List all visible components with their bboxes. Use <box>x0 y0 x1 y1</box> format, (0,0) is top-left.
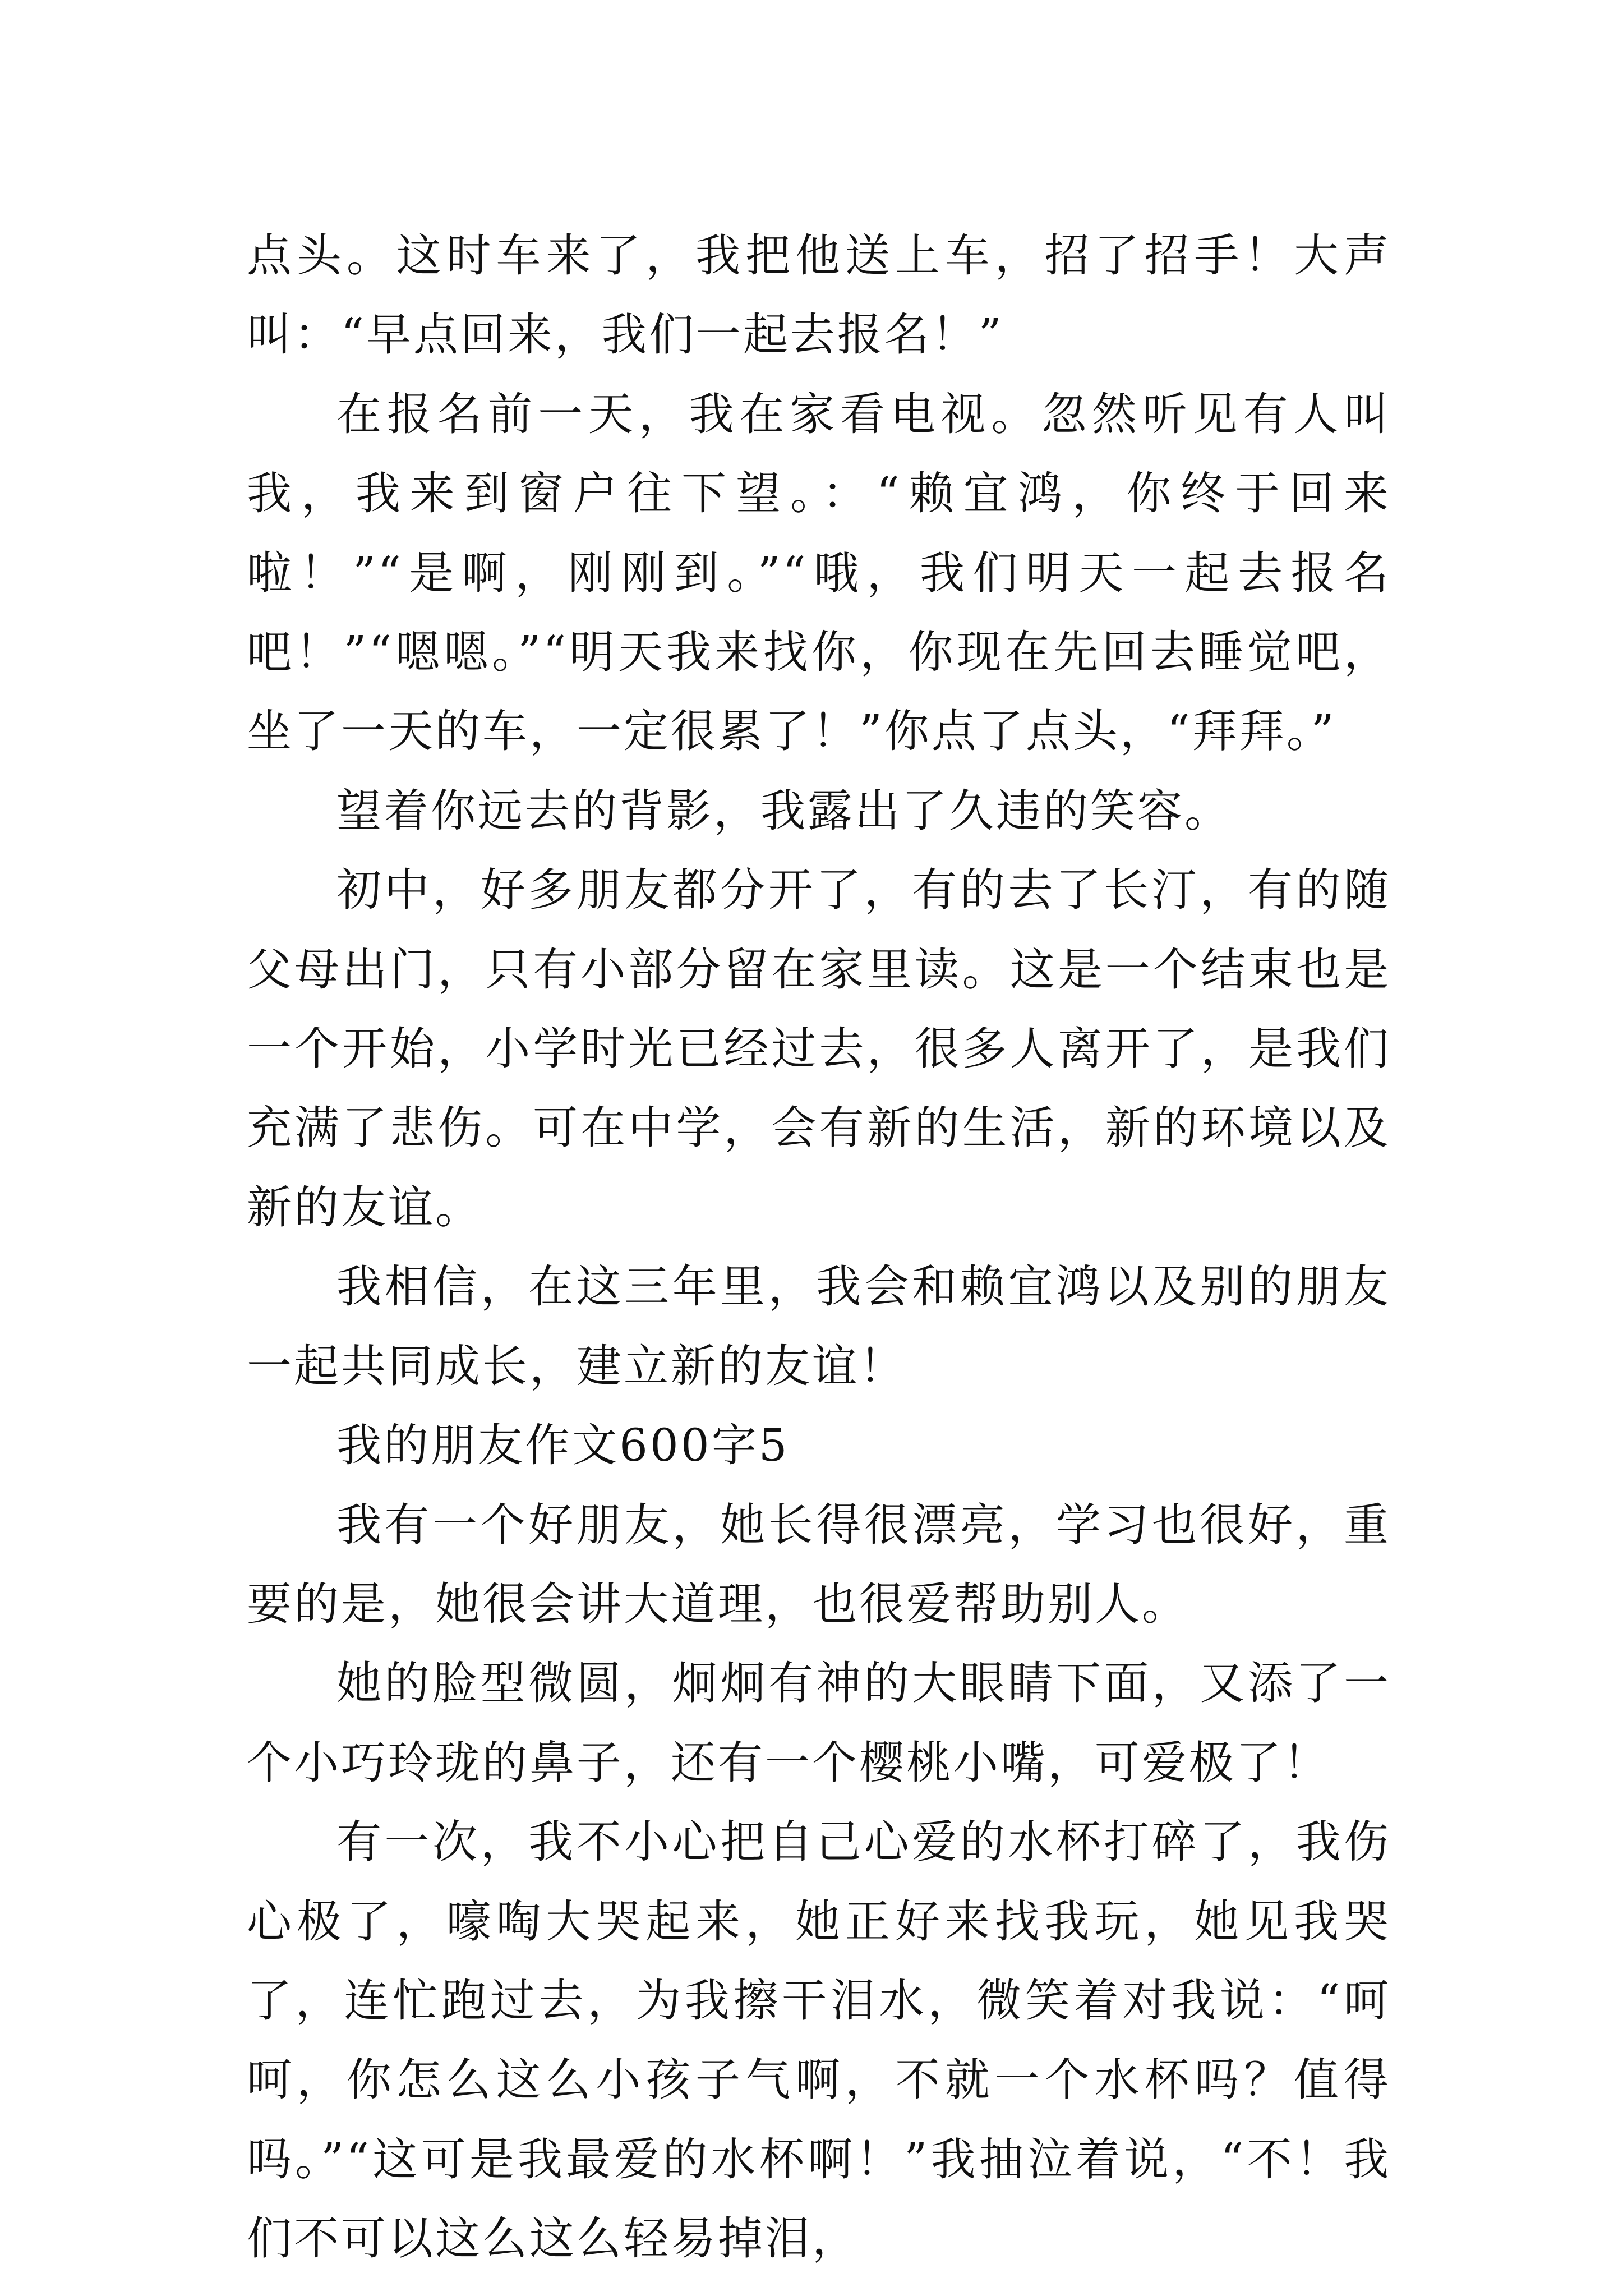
paragraph-2: 在报名前一天，我在家看电视。忽然听见有人叫我，我来到窗户往下望。：“赖宜鸿，你终于回来啦！”“是啊，刚刚到。”“哦，我们明天一起去报名吧！”“嗯嗯。”“明天我来找你，你现在先回去睡觉吧，坐了一天的车，一定很累了！”你点了点头，“拜拜。” <box>247 388 1391 758</box>
paragraph-1: 点头。这时车来了，我把他送上车，招了招手！大声叫：“早点回来，我们一起去报名！” <box>247 229 1391 361</box>
paragraph-7: 我有一个好朋友，她长得很漂亮，学习也很好，重要的是，她很会讲大道理，也很爱帮助别人。 <box>247 1498 1391 1630</box>
paragraph-4: 初中，好多朋友都分开了，有的去了长汀，有的随父母出门，只有小部分留在家里读。这是一个结束也是一个开始，小学时光已经过去，很多人离开了，是我们充满了悲伤。可在中学，会有新的生活，新的环境以及新的友谊。 <box>247 864 1391 1234</box>
paragraph-8: 她的脸型微圆，炯炯有神的大眼睛下面，又添了一个小巧玲珑的鼻子，还有一个樱桃小嘴，可爱极了！ <box>247 1657 1391 1789</box>
paragraph-3: 望着你远去的背影，我露出了久违的笑容。 <box>336 784 1232 837</box>
paragraph-9: 有一次，我不小心把自己心爱的水杯打碎了，我伤心极了，嚎啕大哭起来，她正好来找我玩，她见我哭了，连忙跑过去，为我擦干泪水，微笑着对我说：“呵呵，你怎么这么小孩子气啊，不就一个水杯吗？值得吗。”“这可是我最爱的水杯啊！”我抽泣着说，“不！我们不可以这么这么轻易掉泪， <box>247 1816 1391 2265</box>
essay-body <box>247 216 1391 2279</box>
paragraph-5: 我相信，在这三年里，我会和赖宜鸿以及别的朋友一起共同成长，建立新的友谊！ <box>247 1260 1391 1392</box>
essay-title: 我的朋友作文600字5 <box>336 1419 790 1472</box>
